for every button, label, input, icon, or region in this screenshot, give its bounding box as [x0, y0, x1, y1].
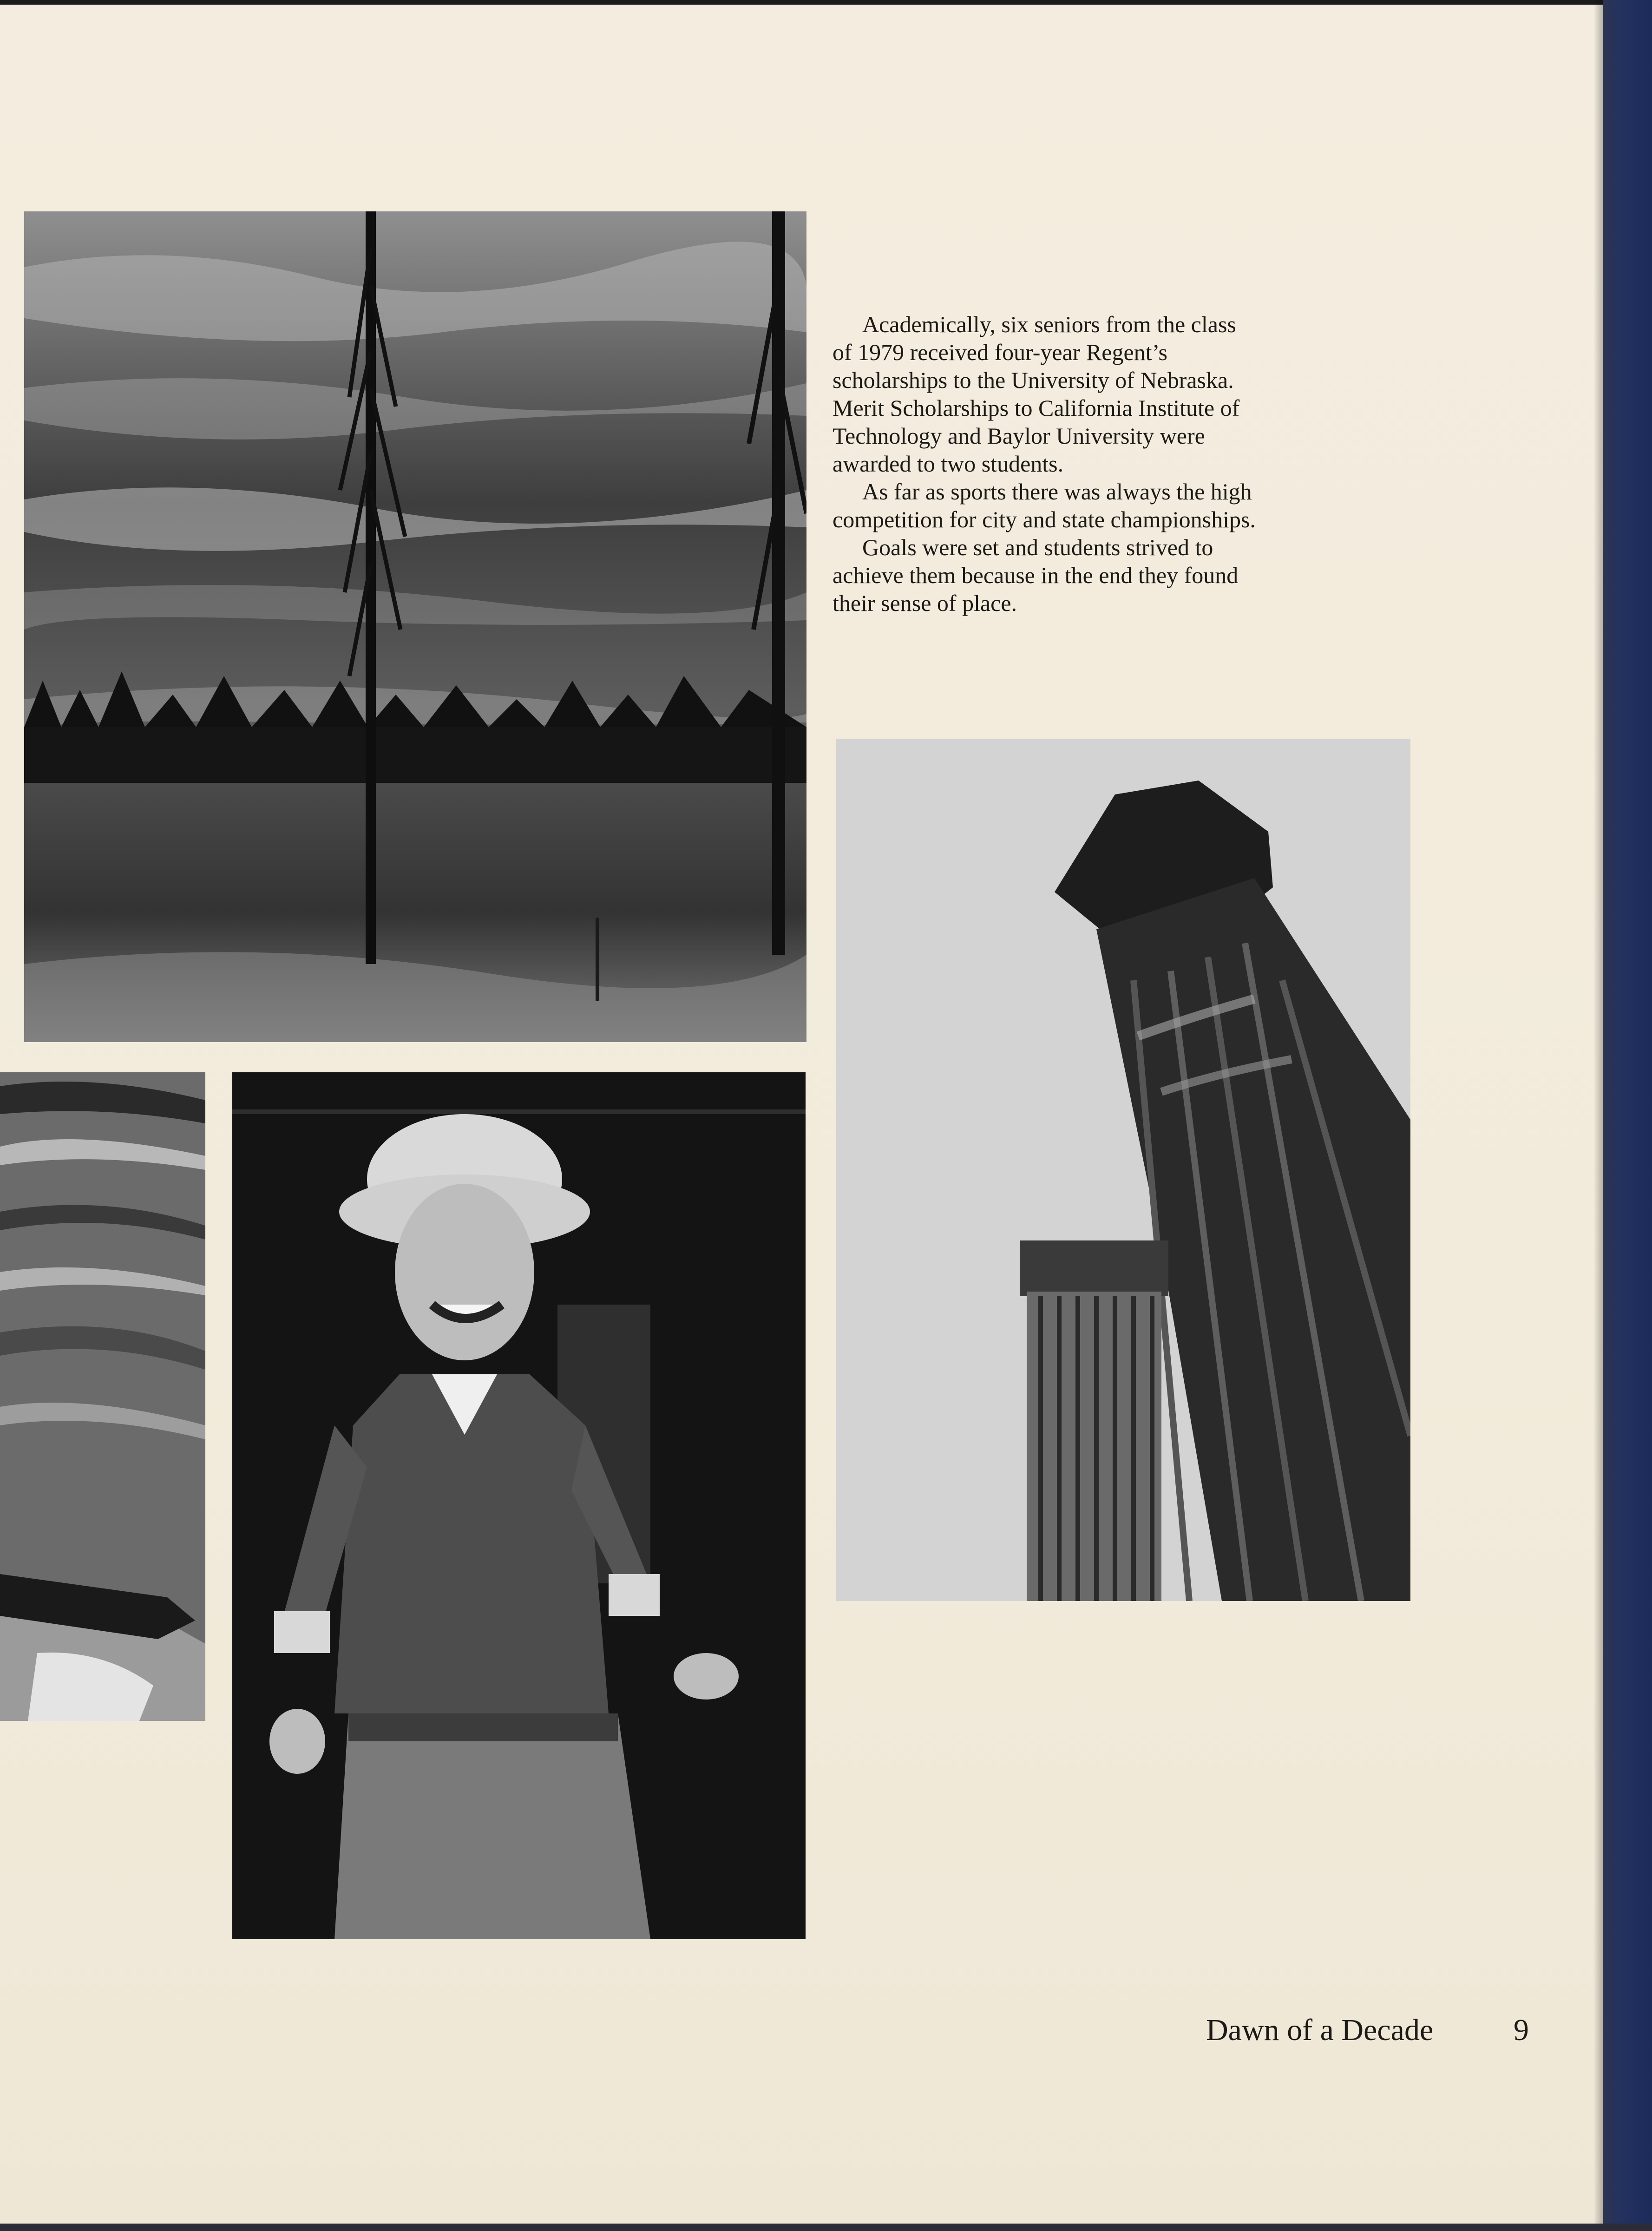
- article-text: [833, 310, 1260, 617]
- article-paragraph: Academically, six seniors from the class of 1979 received four-year Regent’s scholarships to the University of Nebraska. Merit Scholarships to California Institute of Technology and Baylor University were awarded to two students.: [833, 311, 1240, 477]
- book-cover-edge: [1603, 0, 1652, 2231]
- water-photo: [0, 1072, 205, 1721]
- cowgirl-photo: [232, 1072, 806, 1939]
- columns-photo: [836, 739, 1410, 1601]
- landscape-photo: [24, 211, 806, 1042]
- article-paragraph: As far as sports there was always the high competition for city and state championships.: [833, 479, 1256, 532]
- page-bottom-edge: [0, 2224, 1652, 2231]
- page-top-edge: [0, 0, 1652, 5]
- page-number: 9: [1514, 2013, 1529, 2047]
- section-title: Dawn of a Decade: [1206, 2013, 1434, 2047]
- binding-shadow: [1593, 0, 1603, 2231]
- article-paragraph: Goals were set and students strived to achieve them because in the end they found their sense of place.: [833, 534, 1239, 616]
